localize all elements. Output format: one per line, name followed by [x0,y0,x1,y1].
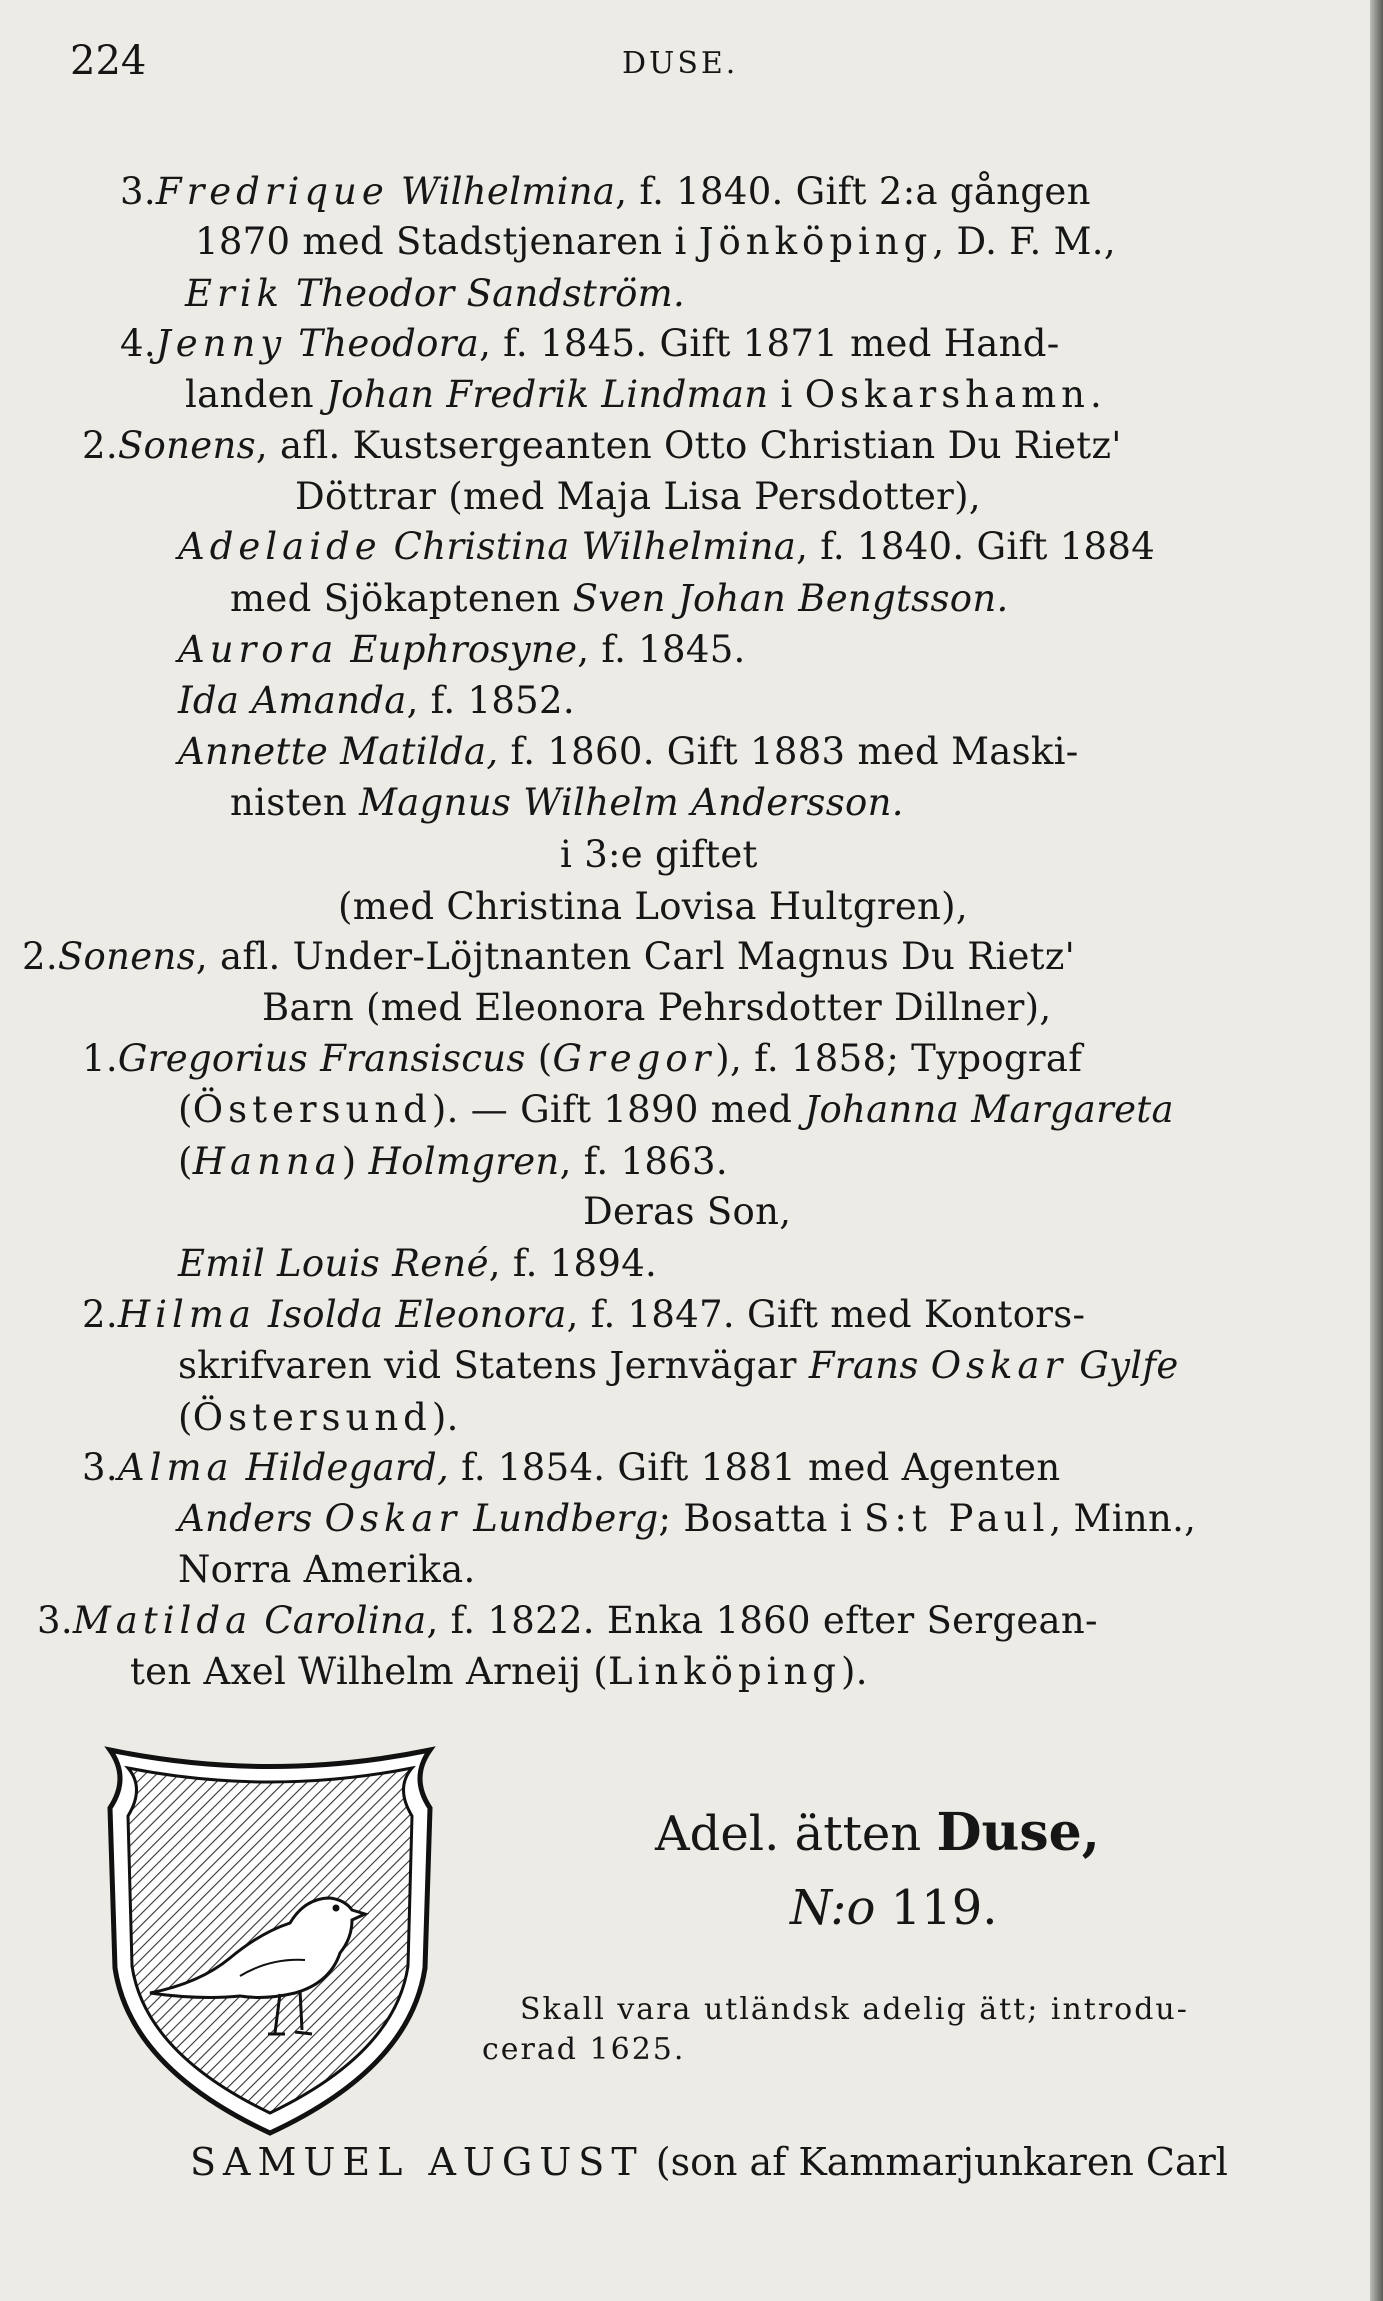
entry-number: 3. [82,1446,118,1489]
entry-text: Barn (med Eleonora Pehrsdotter Dillner), [262,986,1052,1029]
entry-text: ( [178,1088,193,1131]
entry-text: , f. 1847. Gift med Kontors- [566,1293,1086,1336]
entry-text: (med Christina Lovisa Hultgren), [338,885,968,928]
entry-text: , Minn., [1049,1497,1197,1540]
entry-text: . [1089,373,1103,416]
entry-text: Aurora [178,628,339,671]
entry-text: Emil Louis René [178,1242,489,1285]
entry-text: ), f. 1858; Typograf [715,1037,1083,1080]
entry-text: i [768,373,805,416]
family-name: Duse, [936,1802,1100,1863]
entry-line [82,1293,1085,1336]
entry-number: 2. [22,935,58,978]
entry-text: Annette Matilda, [178,730,499,773]
entry-text: ). [431,1396,459,1439]
entry-text: Oskar [324,1497,462,1540]
next-entry-line [190,2140,1228,2184]
entry-text: Oskar [930,1344,1068,1387]
entry-text: Hildegard, [233,1446,450,1489]
entry-line [583,1190,791,1233]
entry-text: Döttrar (med Maja Lisa Persdotter), [295,475,981,518]
entry-line [82,424,1122,467]
entry-line [262,986,1051,1029]
entry-text: Alma [117,1446,234,1489]
entry-text: Gregorius Fransiscus [117,1037,526,1080]
entry-line [178,1088,1174,1131]
entry-text: , f. 1840. Gift 1884 [796,525,1156,568]
entry-line [178,679,575,722]
entry-text: Euphrosyne [338,628,578,671]
entry-text: Norra Amerika. [178,1548,476,1591]
entry-line [120,170,1091,213]
entry-line [82,1037,1082,1080]
entry-text: ( [525,1037,553,1080]
entry-number: 2. [82,424,118,467]
entry-text: Sven Johan Bengtsson. [572,577,1009,620]
entry-text: Anders [178,1497,325,1540]
entry-text: Gylfe [1067,1344,1179,1387]
entry-text: Deras Son, [583,1190,792,1233]
next-entry-rest: (son af Kammarjunkaren Carl [643,2140,1228,2184]
family-number [790,1880,998,1936]
entry-text: Johan Fredrik Lindman [326,373,769,416]
entry-text: Theodor Sandström. [283,272,686,315]
entry-text: , f. 1822. Enka 1860 efter Sergean- [426,1599,1098,1642]
entry-text: Theodora [286,322,480,365]
entry-text: Ida Amanda [178,679,407,722]
entry-line [120,322,1060,365]
entry-line [178,1140,728,1183]
entry-line [295,475,981,518]
page-number: 224 [70,38,147,84]
family-title-prefix: Adel. ätten [655,1806,937,1862]
entry-line [178,1497,1196,1540]
entry-line [185,272,685,315]
entry-text: Hilma [117,1293,256,1336]
entry-text: , f. 1863. [559,1140,728,1183]
entry-line [178,628,746,671]
entry-text: Holmgren [368,1140,560,1183]
coat-of-arms-icon [90,1738,450,2138]
entry-text: Sonens [57,935,196,978]
entry-text: S:t Paul [864,1497,1050,1540]
entry-text: ). — Gift 1890 med [431,1088,805,1131]
entry-text: Linköping [608,1650,841,1693]
entry-text: Isolda Eleonora [255,1293,567,1336]
entry-line [22,935,1075,978]
family-title [655,1802,1100,1863]
entry-line [195,220,1116,263]
entry-line [560,833,758,876]
entry-text: , afl. Kustsergeanten Otto Christian Du Rietz' [255,424,1122,467]
entry-text: Sonens [117,424,256,467]
entry-text: ten Axel Wilhelm Arneij ( [130,1650,609,1693]
entry-line [178,1344,1179,1387]
entry-line [185,373,1102,416]
entry-text: Östersund [192,1088,432,1131]
entry-text: ; Bosatta i [658,1497,865,1540]
entry-text: Fredrique [155,170,389,213]
entry-text: f. 1860. Gift 1883 med Maski- [498,730,1079,773]
entry-text: , f. 1894. [488,1242,658,1285]
entry-line [130,1650,868,1693]
entry-text: Hanna [192,1140,342,1183]
entry-line [37,1599,1098,1642]
page-edge [1370,0,1383,2301]
entry-text: Wilhelmina [388,170,616,213]
entry-number: 2. [82,1293,118,1336]
entry-text: Johanna Margareta [804,1088,1174,1131]
entry-text: , f. 1845. Gift 1871 med Hand- [479,322,1060,365]
entry-text: med Sjökaptenen [230,577,573,620]
entry-text: i 3:e giftet [560,833,758,876]
entry-text: Oskarshamn [804,373,1090,416]
entry-text: skrifvaren vid Statens Jernvägar [178,1344,809,1387]
entry-text: , f. 1840. Gift 2:a gången [615,170,1091,213]
entry-text: , f. 1852. [406,679,575,722]
family-note-line-2: cerad 1625. [482,2032,686,2067]
entry-number: 3. [37,1599,73,1642]
entry-number: 1. [82,1037,118,1080]
entry-line [230,577,1009,620]
family-number-value: 119. [875,1880,998,1936]
entry-line [338,885,968,928]
entry-text: Adelaide [178,525,382,568]
family-note-line-1: Skall vara utländsk adelig ätt; introdu- [520,1992,1189,2027]
entry-text: Frans [808,1344,931,1387]
entry-text: Jenny [155,322,287,365]
family-number-prefix: N:o [790,1880,876,1936]
entry-text: ( [178,1396,193,1439]
entry-text: ). [841,1650,868,1693]
entry-text: , D. F. M., [932,220,1116,263]
entry-number: 3. [120,170,156,213]
entry-number: 4. [120,322,156,365]
entry-text: nisten [230,781,360,824]
entry-text: Jönköping [698,220,933,263]
entry-text: 1870 med Stadstjenaren i [195,220,699,263]
entry-line [178,730,1079,773]
entry-text: , f. 1845. [577,628,746,671]
running-head: DUSE. [622,46,739,81]
entry-text: f. 1854. Gift 1881 med Agenten [449,1446,1061,1489]
page-header [70,38,1300,88]
entry-line [230,781,904,824]
entry-text: Carolina [252,1599,427,1642]
entry-text: Gregor [552,1037,716,1080]
entry-line [178,525,1155,568]
entry-text: ( [178,1140,193,1183]
entry-line [178,1548,476,1591]
entry-text: ) [341,1140,369,1183]
entry-text: Christina Wilhelmina [381,525,797,568]
entry-line [178,1242,657,1285]
entry-text: Erik [185,272,284,315]
entry-text: Lundberg [461,1497,659,1540]
entry-line [82,1446,1061,1489]
entry-text: Matilda [72,1599,253,1642]
entry-text: Magnus Wilhelm Andersson. [359,781,904,824]
entry-text: landen [185,373,326,416]
entry-line [178,1396,459,1439]
entry-text: Östersund [192,1396,432,1439]
next-entry-name: SAMUEL AUGUST [190,2140,644,2184]
entry-text: , afl. Under-Löjtnanten Carl Magnus Du Rietz' [195,935,1076,978]
